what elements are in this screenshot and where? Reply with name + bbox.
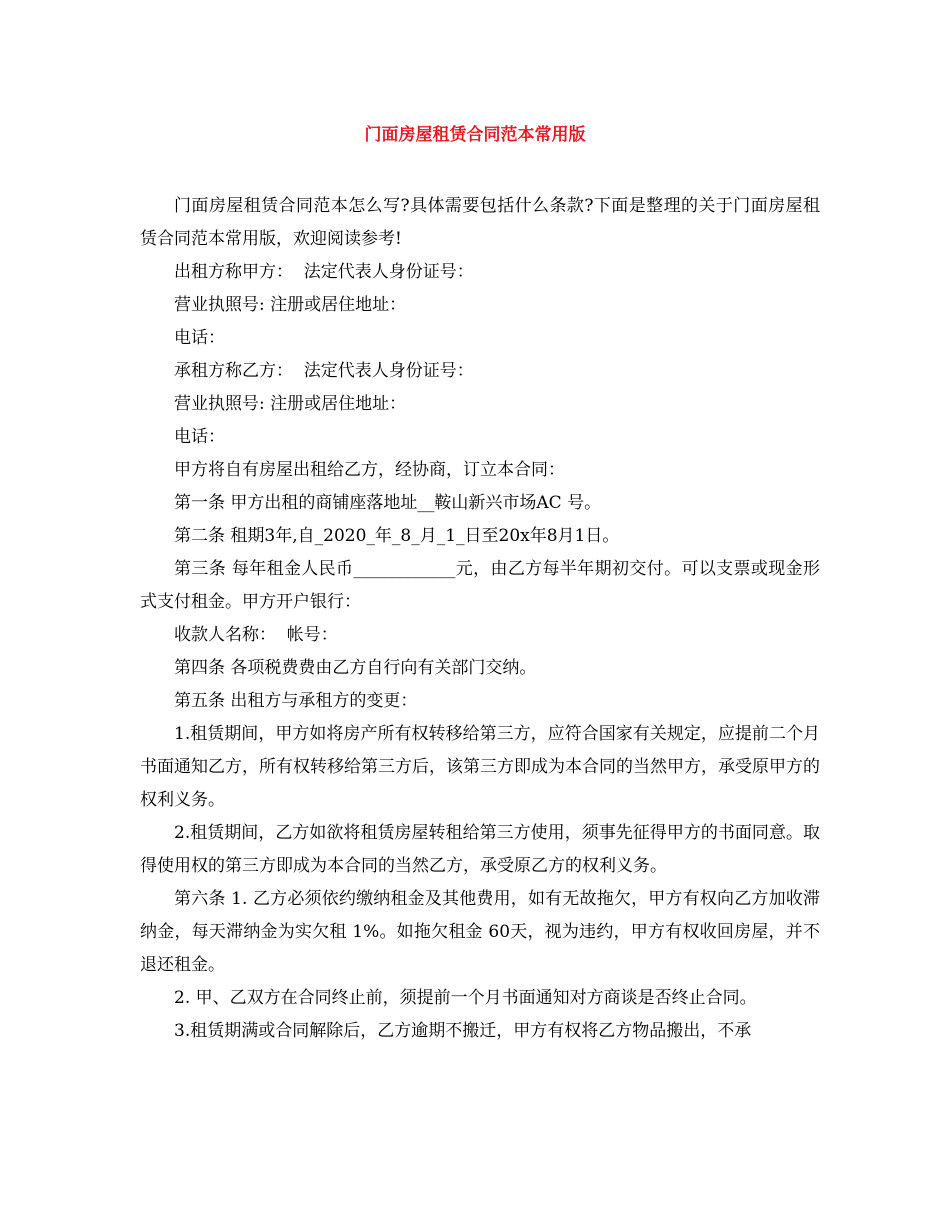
paragraph-lessor-license: 营业执照号: 注册或居住地址： (174, 295, 407, 315)
paragraph-article-3: 第三条 每年租金人民币____________元，由乙方每半年期初交付。可以支票或现金形式支付租金。甲方开户银行： (140, 559, 820, 612)
paragraph-article-1: 第一条 甲方出租的商铺座落地址__鞍山新兴市场AC 号。 (174, 493, 602, 513)
paragraph-article-6-item-2: 2. 甲、乙双方在合同终止前，须提前一个月书面通知对方商谈是否终止合同。 (174, 988, 757, 1008)
paragraph-lessee-license: 营业执照号: 注册或居住地址： (174, 394, 407, 414)
paragraph-lessee-phone: 电话： (174, 427, 225, 447)
paragraph-article-6-item-3: 3.租赁期满或合同解除后，乙方逾期不搬迁，甲方有权将乙方物品搬出，不承 (174, 1021, 752, 1041)
paragraph-article-2: 第二条 租期3年,自_2020_年_8_月_1_日至20x年8月1日。 (174, 526, 620, 546)
paragraph-lessor: 出租方称甲方： 法定代表人身份证号： (174, 262, 474, 282)
paragraph-intro: 门面房屋租赁合同范本怎么写?具体需要包括什么条款?下面是整理的关于门面房屋租赁合同范本常用版，欢迎阅读参考! (140, 196, 820, 249)
paragraph-article-6-item-1: 第六条 1. 乙方必须依约缴纳租金及其他费用，如有无故拖欠，甲方有权向乙方加收滞纳金，每天滞纳金为实欠租 1%。如拖欠租金 60天，视为违约，甲方有权收回房屋，并不退还租金。 (140, 889, 820, 975)
document-title: 门面房屋租赁合同范本常用版 (364, 125, 586, 145)
paragraph-payee: 收款人名称： 帐号： (174, 625, 338, 645)
paragraph-article-5-item-2: 2.租赁期间，乙方如欲将租赁房屋转租给第三方使用，须事先征得甲方的书面同意。取得使用权的第三方即成为本合同的当然乙方，承受原乙方的权利义务。 (140, 823, 820, 876)
paragraph-lessee: 承租方称乙方： 法定代表人身份证号： (174, 361, 474, 381)
paragraph-article-5-item-1: 1.租赁期间，甲方如将房产所有权转移给第三方，应符合国家有关规定，应提前二个月书面通知乙方，所有权转移给第三方后，该第三方即成为本合同的当然甲方，承受原甲方的权利义务。 (140, 724, 820, 810)
paragraph-article-5: 第五条 出租方与承租方的变更： (174, 691, 418, 711)
paragraph-agreement: 甲方将自有房屋出租给乙方，经协商，订立本合同： (174, 460, 565, 480)
paragraph-article-4: 第四条 各项税费费由乙方自行向有关部门交纳。 (174, 658, 537, 678)
document-body (140, 190, 820, 1048)
paragraph-lessor-phone: 电话： (174, 328, 225, 348)
